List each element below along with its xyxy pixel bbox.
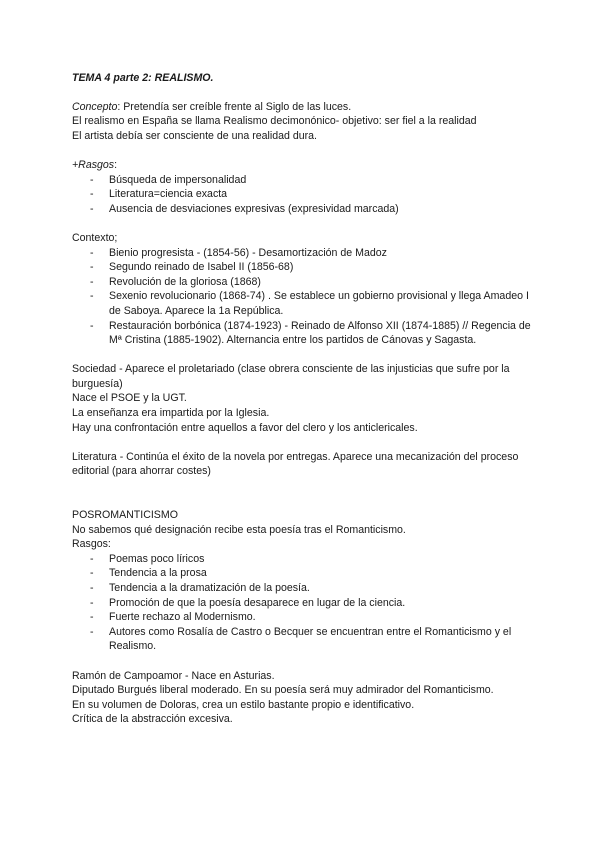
list-item: - Tendencia a la dramatización de la poesía. [72,581,532,596]
sociedad-line: Hay una confrontación entre aquellos a favor del clero y los anticlericales. [72,421,418,434]
contexto-list [72,246,532,348]
list-item: - Búsqueda de impersonalidad [72,173,532,188]
sociedad-line: La enseñanza era impartida por la Iglesia. [72,407,270,420]
concepto-line [72,100,532,115]
posromanticismo-heading: POSROMANTICISMO [72,509,178,522]
artista-line: El artista debía ser consciente de una realidad dura. [72,129,317,142]
contexto-heading: Contexto; [72,231,118,244]
document-body [72,71,532,727]
document-title: TEMA 4 parte 2: REALISMO. [72,72,214,84]
posromanticismo-rasgos-label: Rasgos: [72,538,111,551]
list-item: - Tendencia a la prosa [72,566,532,581]
campoamor-line: En su volumen de Doloras, crea un estilo bastante propio e identificativo. [72,698,415,711]
list-item: - Restauración borbónica (1874-1923) - Reinado de Alfonso XII (1874-1885) // Regencia de Mª Cristina (1885-1902). Alternancia entre los partidos de Cánovas y Sagasta. [72,319,532,348]
campoamor-line: Crítica de la abstracción excesiva. [72,713,233,726]
posromanticismo-intro: No sabemos qué designación recibe esta poesía tras el Romanticismo. [72,523,406,536]
list-item: - Literatura=ciencia exacta [72,187,532,202]
list-item: - Promoción de que la poesía desaparece en lugar de la ciencia. [72,596,532,611]
list-item: - Sexenio revolucionario (1868-74) . Se establece un gobierno provisional y llega Amadeo I de Saboya. Aparece la 1a República. [72,289,532,318]
campoamor-line: Ramón de Campoamor - Nace en Asturias. [72,669,275,682]
list-item: - Bienio progresista - (1854-56) - Desamortización de Madoz [72,246,532,261]
list-item: - Poemas poco líricos [72,552,532,567]
campoamor-line: Diputado Burgués liberal moderado. En su poesía será muy admirador del Romanticismo. [72,684,494,697]
rasgos-heading [72,158,532,173]
list-item: - Autores como Rosalía de Castro o Becquer se encuentran entre el Romanticismo y el Realismo. [72,625,532,654]
concepto-text: : Pretendía ser creíble frente al Siglo de las luces. [117,100,352,113]
realismo-definition: El realismo en España se llama Realismo decimonónico- objetivo: ser fiel a la realidad [72,115,477,128]
list-item: - Ausencia de desviaciones expresivas (expresividad marcada) [72,202,532,217]
rasgos-label: +Rasgos [72,158,115,171]
rasgos-suffix: : [114,158,118,171]
list-item: - Segundo reinado de Isabel II (1856-68) [72,260,532,275]
posromanticismo-list [72,552,532,654]
list-item: - Fuerte rechazo al Modernismo. [72,610,532,625]
sociedad-line: Nace el PSOE y la UGT. [72,392,187,405]
literatura-paragraph: Literatura - Continúa el éxito de la novela por entregas. Aparece una mecanización del proceso editorial (para ahorrar costes) [72,450,519,478]
concepto-label: Concepto [72,100,118,113]
sociedad-paragraph: Sociedad - Aparece el proletariado (clase obrera consciente de las injusticias que sufre por la burguesía) [72,363,510,390]
list-item: - Revolución de la gloriosa (1868) [72,275,532,290]
rasgos-list [72,173,532,217]
